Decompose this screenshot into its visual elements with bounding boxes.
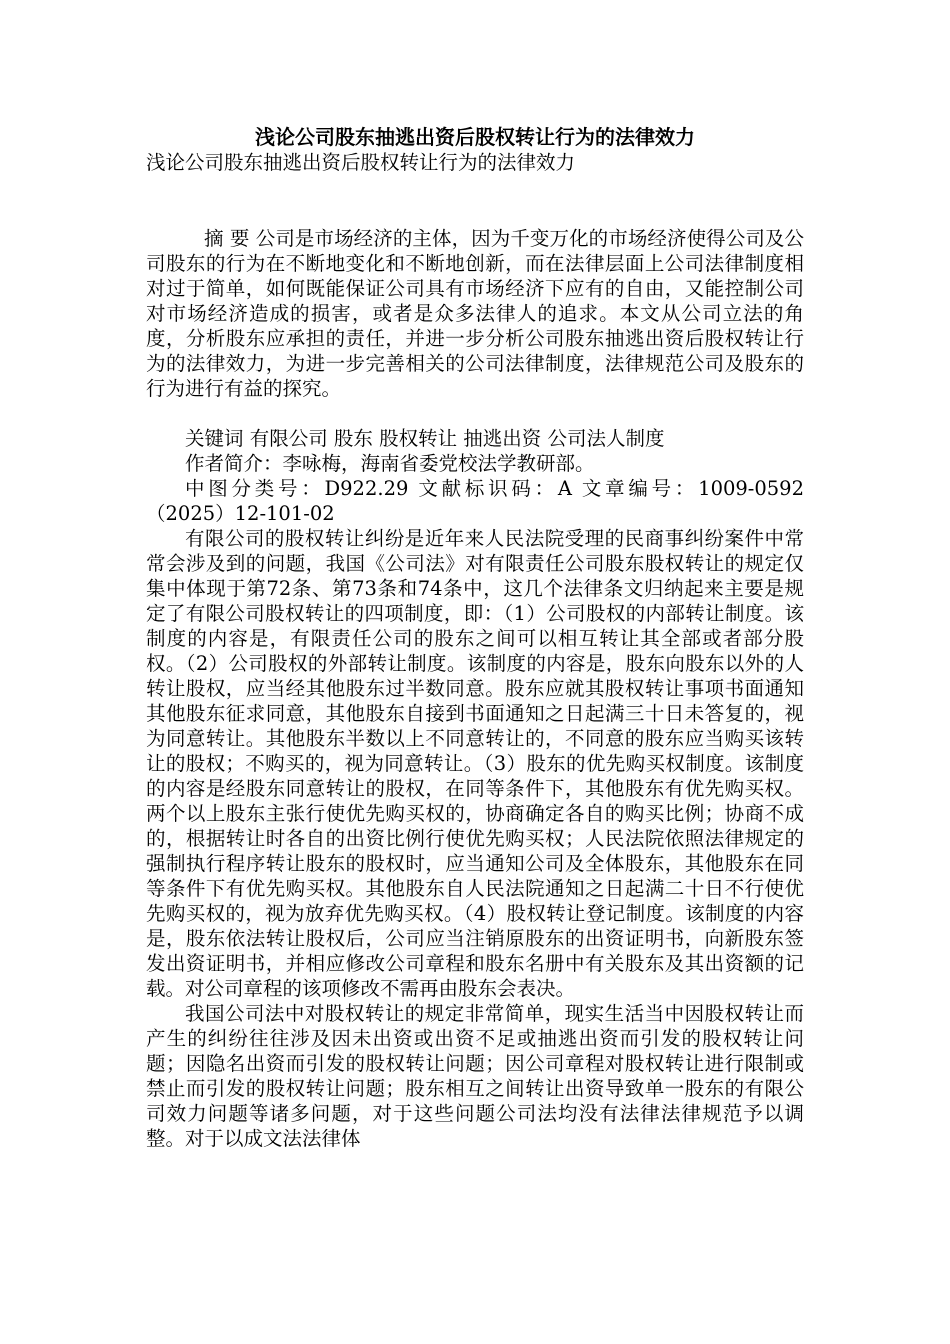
author-line: 作者简介：李咏梅，海南省委党校法学教研部。 [185,452,595,475]
blank-space [146,401,804,426]
body-paragraph-2: 我国公司法中对股权转让的规定非常简单，现实生活当中因股权转让而产生的纠纷往往涉及因未出资或出资不足或抽逃出资而引发的股权转让问题；因隐名出资而引发的股权转让问题；因公司章程对股权转让进行限制或禁止而引发的股权转让问题；股东相互之间转让出资导致单一股东的有限公司效力问题等诸多问题，对于这些问题公司法均没有法律法律规范予以调整。对于以成文法法律体 [146,1002,804,1150]
keywords-line: 关键词 有限公司 股东 股权转让 抽逃出资 公司法人制度 [185,427,665,450]
classification-line: 中图分类号：D922.29 文献标识码：A 文章编号：1009-0592（2025）12-101-02 [146,477,804,525]
document-title: 浅论公司股东抽逃出资后股权转让行为的法律效力 [255,125,695,149]
abstract-paragraph: 摘 要 公司是市场经济的主体，因为千变万化的市场经济使得公司及公司股东的行为在不断地变化和不断地创新，而在法律层面上公司法律制度相对过于简单，如何既能保证公司具有市场经济下应有的自由，又能控制公司对市场经济造成的损害，或者是众多法律人的追求。本文从公司立法的角度，分析股东应承担的责任，并进一步分析公司股东抽逃出资后股权转让行为的法律效力，为进一步完善相关的公司法律制度，法律规范公司及股东的行为进行有益的探究。 [146,227,804,400]
document-content [146,124,804,1151]
document-subtitle: 浅论公司股东抽逃出资后股权转让行为的法律效力 [146,151,576,174]
body-paragraph-1: 有限公司的股权转让纠纷是近年来人民法院受理的民商事纠纷案件中常常会涉及到的问题，我国《公司法》对有限责任公司股东股权转让的规定仅集中体现于第72条、第73条和74条中，这几个法律条文归纳起来主要是规定了有限公司股权转让的四项制度，即：（1）公司股权的内部转让制度。该制度的内容是，有限责任公司的股东之间可以相互转让其全部或者部分股权。（2）公司股权的外部转让制度。该制度的内容是，股东向股东以外的人转让股权，应当经其他股东过半数同意。股东应就其股权转让事项书面通知其他股东征求同意，其他股东自接到书面通知之日起满三十日未答复的，视为同意转让。其他股东半数以上不同意转让的，不同意的股东应当购买该转让的股权；不购买的，视为同意转让。（3）股东的优先购买权制度。该制度的内容是经股东同意转让的股权，在同等条件下，其他股东有优先购买权。两个以上股东主张行使优先购买权的，协商确定各自的购买比例；协商不成的，根据转让时各自的出资比例行使优先购买权；人民法院依照法律规定的强制执行程序转让股东的股权时，应当通知公司及全体股东，其他股东在同等条件下有优先购买权。其他股东自人民法院通知之日起满二十日不行使优先购买权的，视为放弃优先购买权。（4）股权转让登记制度。该制度的内容是，股东依法转让股权后，公司应当注销原股东的出资证明书，向新股东签发出资证明书，并相应修改公司章程和股东名册中有关股东及其出资额的记载。对公司章程的该项修改不需再由股东会表决。 [146,527,804,1000]
blank-space [146,176,804,226]
